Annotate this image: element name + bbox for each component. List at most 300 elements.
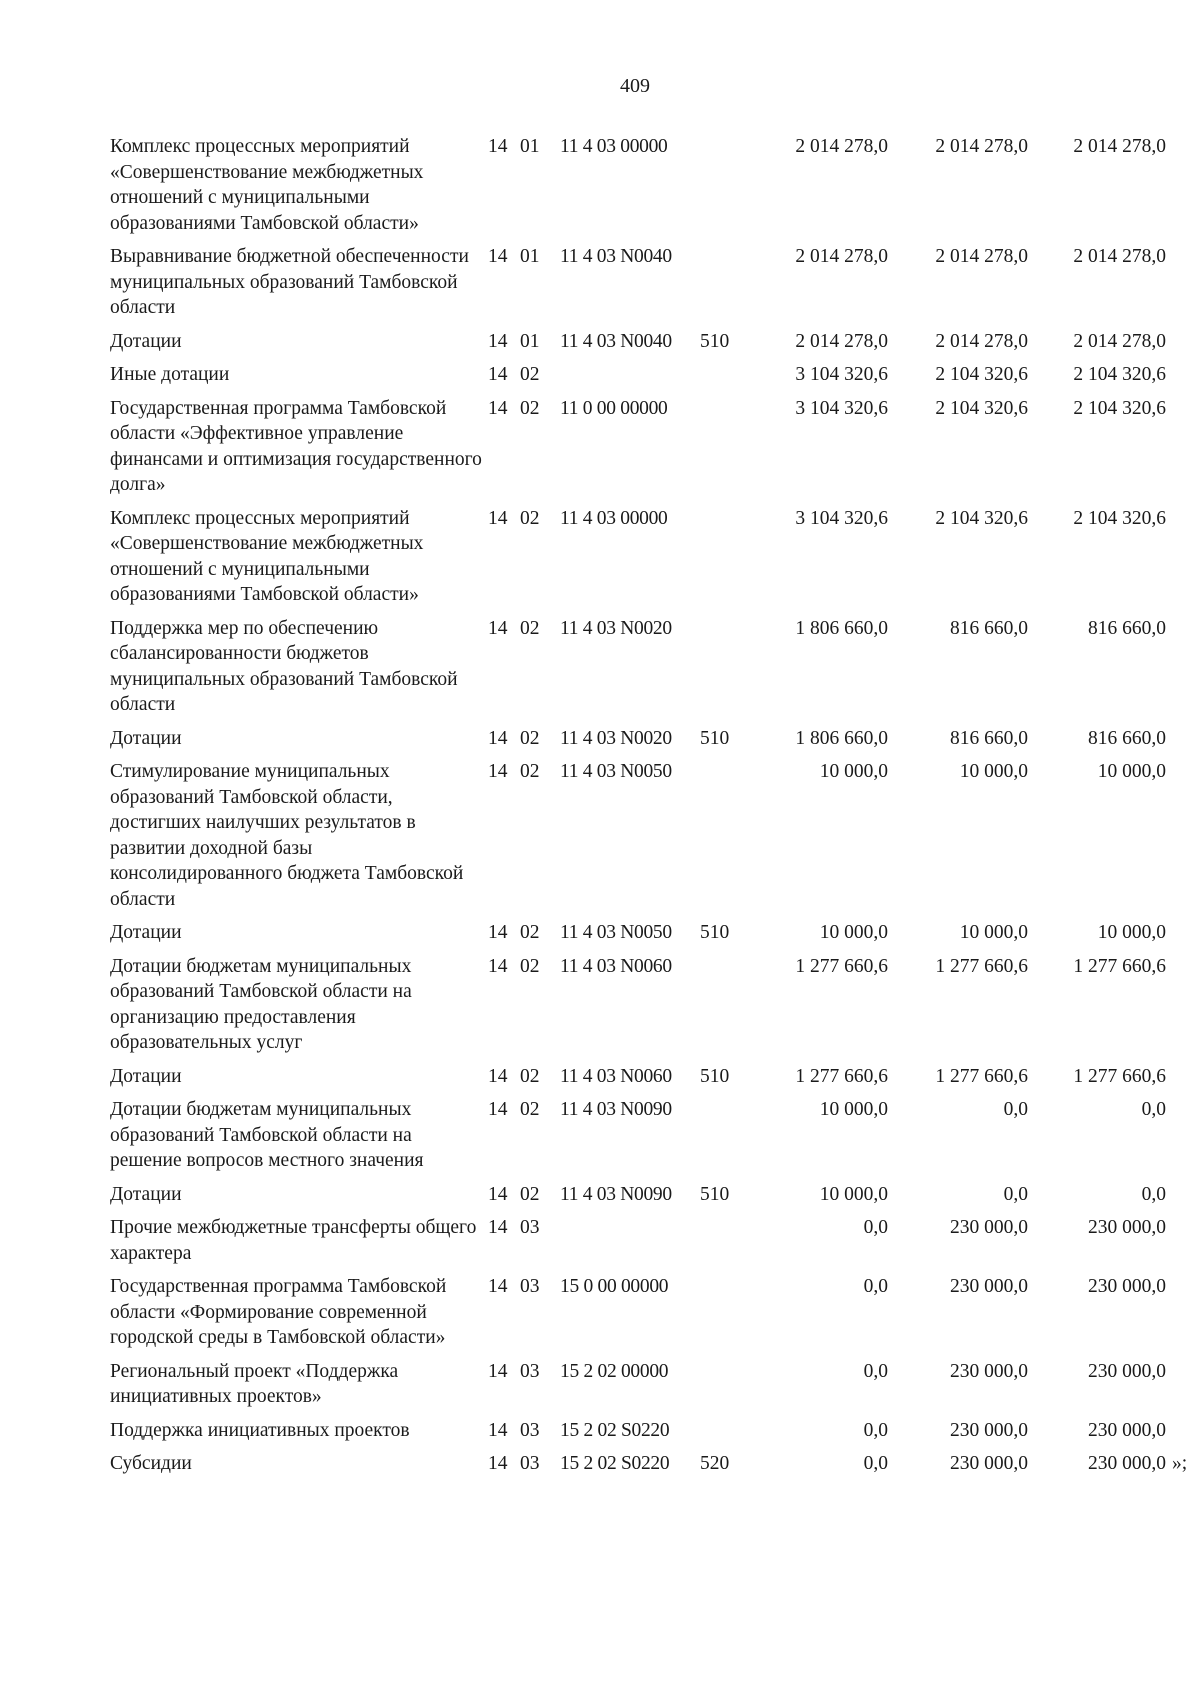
row-name: [110, 396, 488, 506]
section-code-text: 14: [488, 1276, 508, 1297]
amount-year-1: [750, 506, 888, 616]
target-article-code-text: 15 0 00 00000: [560, 1276, 669, 1297]
subsection-code-text: 01: [520, 330, 540, 352]
row-name: [110, 329, 488, 363]
section-code-text: 14: [488, 246, 508, 267]
table-row: [110, 1215, 1166, 1274]
target-article-code: [560, 726, 700, 760]
amount-year-3-text: 816 660,0: [1088, 727, 1166, 749]
table-row: [110, 1064, 1166, 1098]
row-name: [110, 920, 488, 954]
expense-type-code: [700, 920, 750, 954]
table-row: [110, 616, 1166, 726]
expense-type-code: [700, 362, 750, 396]
section-code: [488, 759, 520, 920]
section-code: [488, 1274, 520, 1359]
amount-year-2: [888, 1182, 1028, 1216]
amount-year-2-text: 2 104 320,6: [935, 364, 1028, 385]
row-name-text: Иные дотации: [110, 364, 230, 385]
row-name-text: Субсидии: [110, 1453, 192, 1474]
amount-year-1-text: 3 104 320,6: [795, 364, 888, 385]
row-name: [110, 134, 488, 244]
table-row: [110, 134, 1166, 244]
amount-year-1-text: 10 000,0: [819, 922, 888, 943]
row-name: [110, 1215, 488, 1274]
budget-table-body: [110, 134, 1188, 1485]
amount-year-3-text: 2 014 278,0: [1073, 136, 1166, 157]
subsection-code-text: 02: [520, 955, 540, 977]
row-name: [110, 759, 488, 920]
amount-year-1-text: 2 014 278,0: [795, 136, 888, 157]
section-code-text: 14: [488, 1065, 508, 1087]
amount-year-2: [888, 1064, 1028, 1098]
target-article-code-text: 11 0 00 00000: [560, 397, 668, 419]
section-code: [488, 1418, 520, 1452]
subsection-code-text: 03: [520, 1276, 540, 1297]
amount-year-1: [750, 134, 888, 244]
amount-year-1: [750, 244, 888, 329]
amount-year-2: [888, 244, 1028, 329]
row-name-text: Поддержка мер по обеспечению сбалансированности бюджетов муниципальных образований Тамбовской области: [110, 617, 458, 715]
target-article-code: [560, 616, 700, 726]
expense-type-code: [700, 1359, 750, 1418]
section-code-text: 14: [488, 136, 508, 157]
amount-year-3: [1028, 396, 1166, 506]
table-row: [110, 1182, 1166, 1216]
row-name: [110, 362, 488, 396]
amount-year-3: [1028, 1359, 1166, 1418]
amount-year-2: [888, 954, 1028, 1064]
row-name-text: Дотации: [110, 330, 182, 352]
amount-year-2-text: 2 014 278,0: [935, 330, 1028, 352]
subsection-code: [520, 954, 560, 1064]
amount-year-3: [1028, 134, 1166, 244]
row-name-text: Выравнивание бюджетной обеспеченности муниципальных образований Тамбовской области: [110, 246, 469, 318]
target-article-code-text: 11 4 03 N0020: [560, 617, 672, 639]
subsection-code-text: 02: [520, 1183, 540, 1205]
amount-year-1: [750, 1064, 888, 1098]
amount-year-3: [1028, 329, 1166, 363]
expense-type-code: [700, 759, 750, 920]
table-row: [110, 920, 1166, 954]
section-code-text: 14: [488, 761, 508, 782]
subsection-code: [520, 134, 560, 244]
subsection-code: [520, 1451, 560, 1485]
subsection-code: [520, 1097, 560, 1182]
amount-year-1-text: 10 000,0: [819, 1099, 888, 1120]
target-article-code: [560, 1215, 700, 1274]
target-article-code-text: 15 2 02 S0220: [560, 1419, 670, 1441]
amount-year-1-text: 1 806 660,0: [795, 727, 888, 749]
expense-type-code: [700, 726, 750, 760]
section-code: [488, 244, 520, 329]
target-article-code: [560, 1182, 700, 1216]
amount-year-1: [750, 759, 888, 920]
amount-year-3: [1028, 954, 1166, 1064]
section-code: [488, 616, 520, 726]
budget-table: [110, 134, 1188, 1485]
subsection-code-text: 02: [520, 397, 540, 419]
page-number: 409: [620, 75, 650, 97]
row-name: [110, 244, 488, 329]
section-code-text: 14: [488, 617, 508, 639]
target-article-code: [560, 396, 700, 506]
amount-year-2-text: 0,0: [1003, 1099, 1028, 1120]
amount-year-3-text: 230 000,0: [1088, 1419, 1166, 1441]
section-code: [488, 920, 520, 954]
amount-year-2-text: 10 000,0: [959, 761, 1028, 782]
section-code-text: 14: [488, 1183, 508, 1205]
row-name-text: Дотации бюджетам муниципальных образований Тамбовской области на решение вопросов местного значения: [110, 1099, 424, 1171]
table-row: [110, 1418, 1166, 1452]
target-article-code: [560, 1418, 700, 1452]
amount-year-2-text: 230 000,0: [950, 1419, 1028, 1441]
amount-year-2-text: 1 277 660,6: [935, 1065, 1028, 1087]
subsection-code: [520, 244, 560, 329]
expense-type-code: [700, 1215, 750, 1274]
amount-year-3: [1028, 616, 1166, 726]
section-code-text: 14: [488, 397, 508, 419]
amount-year-3-text: 2 014 278,0: [1073, 246, 1166, 267]
amount-year-1-text: 3 104 320,6: [795, 507, 888, 529]
section-code: [488, 1451, 520, 1485]
section-code: [488, 1359, 520, 1418]
amount-year-1-text: 2 014 278,0: [795, 330, 888, 352]
subsection-code-text: 02: [520, 507, 540, 529]
expense-type-code: [700, 1418, 750, 1452]
target-article-code: [560, 1451, 700, 1485]
subsection-code-text: 02: [520, 727, 540, 749]
amount-year-1-text: 1 277 660,6: [795, 955, 888, 977]
amount-year-1: [750, 1418, 888, 1452]
expense-type-code-text: 510: [700, 1065, 730, 1087]
subsection-code: [520, 1274, 560, 1359]
expense-type-code: [700, 329, 750, 363]
amount-year-2: [888, 920, 1028, 954]
table-row: [110, 1359, 1166, 1418]
amount-year-3: [1028, 506, 1166, 616]
expense-type-code: [700, 1451, 750, 1485]
amount-year-2: [888, 759, 1028, 920]
expense-type-code: [700, 1182, 750, 1216]
amount-year-3-text: 1 277 660,6: [1073, 955, 1166, 977]
target-article-code-text: 15 2 02 S0220: [560, 1453, 670, 1474]
amount-year-2: [888, 362, 1028, 396]
table-row: [110, 1451, 1166, 1485]
expense-type-code: [700, 506, 750, 616]
row-name: [110, 506, 488, 616]
subsection-code: [520, 920, 560, 954]
target-article-code-text: 11 4 03 N0050: [560, 922, 672, 943]
amount-year-3-text: 2 104 320,6: [1073, 364, 1166, 385]
amount-year-3-text: 2 014 278,0: [1073, 330, 1166, 352]
target-article-code-text: 11 4 03 N0040: [560, 330, 672, 352]
subsection-code-text: 02: [520, 761, 540, 782]
amount-year-3: [1028, 1451, 1188, 1485]
amount-year-1: [750, 1451, 888, 1485]
expense-type-code: [700, 1274, 750, 1359]
amount-year-1-text: 0,0: [863, 1360, 888, 1382]
section-code-text: 14: [488, 507, 508, 529]
amount-year-2-text: 1 277 660,6: [935, 955, 1028, 977]
row-name-text: Стимулирование муниципальных образований Тамбовской области, достигших наилучших результатов в развитии доходной базы консолидированного бюджета Тамбовской области: [110, 761, 464, 910]
section-code: [488, 506, 520, 616]
amount-year-3: [1028, 759, 1166, 920]
target-article-code: [560, 244, 700, 329]
closing-quote-mark: »;: [1172, 1453, 1188, 1474]
table-row: [110, 506, 1166, 616]
row-name-text: Дотации бюджетам муниципальных образований Тамбовской области на организацию предоставления образовательных услуг: [110, 955, 412, 1053]
target-article-code-text: 11 4 03 N0060: [560, 955, 672, 977]
row-name-text: Дотации: [110, 727, 182, 749]
row-name-text: Государственная программа Тамбовской области «Формирование современной городской среды в Тамбовской области»: [110, 1276, 447, 1348]
subsection-code-text: 02: [520, 1065, 540, 1087]
amount-year-3: [1028, 1215, 1166, 1274]
target-article-code: [560, 329, 700, 363]
section-code-text: 14: [488, 364, 508, 385]
row-name-text: Комплекс процессных мероприятий «Совершенствование межбюджетных отношений с муниципальными образованиями Тамбовской области»: [110, 136, 424, 234]
amount-year-1: [750, 329, 888, 363]
subsection-code: [520, 329, 560, 363]
row-name: [110, 1097, 488, 1182]
subsection-code-text: 01: [520, 136, 540, 157]
amount-year-1: [750, 1182, 888, 1216]
amount-year-3-text: 2 104 320,6: [1073, 397, 1166, 419]
subsection-code-text: 02: [520, 922, 540, 943]
table-row: [110, 396, 1166, 506]
expense-type-code-text: 510: [700, 727, 730, 749]
row-name-text: Региональный проект «Поддержка инициативных проектов»: [110, 1360, 399, 1407]
amount-year-3: [1028, 362, 1166, 396]
subsection-code: [520, 506, 560, 616]
target-article-code-text: 11 4 03 00000: [560, 507, 668, 529]
amount-year-2-text: 10 000,0: [959, 922, 1028, 943]
table-row: [110, 362, 1166, 396]
subsection-code: [520, 396, 560, 506]
amount-year-2: [888, 1215, 1028, 1274]
amount-year-3-text: 230 000,0: [1088, 1276, 1166, 1297]
amount-year-2-text: 230 000,0: [950, 1453, 1028, 1474]
amount-year-2-text: 2 014 278,0: [935, 136, 1028, 157]
target-article-code: [560, 954, 700, 1064]
target-article-code: [560, 1274, 700, 1359]
amount-year-2-text: 0,0: [1003, 1183, 1028, 1205]
expense-type-code-text: 520: [700, 1453, 730, 1474]
table-row: [110, 759, 1166, 920]
row-name-text: Прочие межбюджетные трансферты общего характера: [110, 1217, 477, 1264]
amount-year-3: [1028, 1064, 1166, 1098]
amount-year-2: [888, 616, 1028, 726]
amount-year-2-text: 230 000,0: [950, 1360, 1028, 1382]
section-code-text: 14: [488, 1217, 508, 1238]
section-code-text: 14: [488, 1419, 508, 1441]
amount-year-1-text: 3 104 320,6: [795, 397, 888, 419]
subsection-code: [520, 616, 560, 726]
amount-year-1-text: 10 000,0: [819, 761, 888, 782]
amount-year-3-text: 230 000,0: [1088, 1217, 1166, 1238]
amount-year-1: [750, 362, 888, 396]
expense-type-code: [700, 396, 750, 506]
amount-year-1-text: 1 806 660,0: [795, 617, 888, 639]
expense-type-code: [700, 954, 750, 1064]
amount-year-1-text: 0,0: [863, 1217, 888, 1238]
amount-year-1: [750, 1274, 888, 1359]
amount-year-1-text: 0,0: [863, 1419, 888, 1441]
target-article-code-text: 11 4 03 N0090: [560, 1099, 672, 1120]
target-article-code: [560, 759, 700, 920]
amount-year-2: [888, 396, 1028, 506]
amount-year-2: [888, 1274, 1028, 1359]
amount-year-3: [1028, 1097, 1166, 1182]
row-name-text: Дотации: [110, 1065, 182, 1087]
amount-year-3-text: 10 000,0: [1097, 922, 1166, 943]
amount-year-3: [1028, 1274, 1166, 1359]
section-code: [488, 329, 520, 363]
subsection-code-text: 02: [520, 1099, 540, 1120]
target-article-code-text: 11 4 03 N0020: [560, 727, 672, 749]
subsection-code: [520, 1215, 560, 1274]
section-code-text: 14: [488, 330, 508, 352]
amount-year-3: [1028, 920, 1166, 954]
section-code: [488, 1097, 520, 1182]
subsection-code-text: 02: [520, 364, 540, 385]
subsection-code-text: 03: [520, 1419, 540, 1441]
amount-year-3-text: 1 277 660,6: [1073, 1065, 1166, 1087]
row-name: [110, 1064, 488, 1098]
amount-year-2: [888, 134, 1028, 244]
amount-year-1-text: 10 000,0: [819, 1183, 888, 1205]
target-article-code-text: 11 4 03 N0060: [560, 1065, 672, 1087]
amount-year-1-text: 2 014 278,0: [795, 246, 888, 267]
amount-year-1: [750, 1215, 888, 1274]
expense-type-code: [700, 1097, 750, 1182]
subsection-code: [520, 362, 560, 396]
expense-type-code: [700, 244, 750, 329]
amount-year-3: [1028, 244, 1166, 329]
row-name: [110, 1182, 488, 1216]
expense-type-code: [700, 616, 750, 726]
amount-year-3-text: 816 660,0: [1088, 617, 1166, 639]
amount-year-2: [888, 1097, 1028, 1182]
subsection-code: [520, 1418, 560, 1452]
target-article-code-text: 11 4 03 N0090: [560, 1183, 672, 1205]
subsection-code-text: 01: [520, 246, 540, 267]
target-article-code: [560, 920, 700, 954]
amount-year-2-text: 230 000,0: [950, 1276, 1028, 1297]
expense-type-code-text: 510: [700, 1183, 730, 1205]
section-code: [488, 362, 520, 396]
target-article-code-text: 11 4 03 N0050: [560, 761, 672, 782]
amount-year-1-text: 0,0: [863, 1276, 888, 1297]
expense-type-code-text: 510: [700, 922, 730, 943]
row-name: [110, 726, 488, 760]
target-article-code-text: 15 2 02 00000: [560, 1360, 669, 1382]
section-code-text: 14: [488, 1360, 508, 1382]
expense-type-code-text: 510: [700, 330, 730, 352]
amount-year-3-text: 10 000,0: [1097, 761, 1166, 782]
amount-year-2: [888, 506, 1028, 616]
amount-year-1: [750, 396, 888, 506]
row-name: [110, 1359, 488, 1418]
section-code: [488, 396, 520, 506]
section-code: [488, 1064, 520, 1098]
expense-type-code: [700, 134, 750, 244]
section-code: [488, 954, 520, 1064]
target-article-code: [560, 1359, 700, 1418]
row-name: [110, 1418, 488, 1452]
target-article-code: [560, 134, 700, 244]
table-row: [110, 329, 1166, 363]
section-code-text: 14: [488, 727, 508, 749]
target-article-code: [560, 506, 700, 616]
table-row: [110, 726, 1166, 760]
amount-year-2-text: 2 104 320,6: [935, 397, 1028, 419]
table-row: [110, 954, 1166, 1064]
amount-year-2: [888, 1451, 1028, 1485]
row-name-text: Государственная программа Тамбовской области «Эффективное управление финансами и оптимизация государственного долга»: [110, 397, 482, 495]
row-name-text: Дотации: [110, 922, 182, 943]
amount-year-1: [750, 920, 888, 954]
amount-year-1: [750, 726, 888, 760]
table-row: [110, 1097, 1166, 1182]
amount-year-2: [888, 1359, 1028, 1418]
row-name-text: Дотации: [110, 1183, 182, 1205]
subsection-code: [520, 1182, 560, 1216]
amount-year-1: [750, 954, 888, 1064]
amount-year-2-text: 816 660,0: [950, 727, 1028, 749]
amount-year-3-text: 230 000,0: [1088, 1360, 1166, 1382]
amount-year-1: [750, 1097, 888, 1182]
target-article-code: [560, 1064, 700, 1098]
section-code: [488, 1182, 520, 1216]
target-article-code: [560, 1097, 700, 1182]
section-code-text: 14: [488, 922, 508, 943]
target-article-code: [560, 362, 700, 396]
subsection-code: [520, 1064, 560, 1098]
row-name: [110, 954, 488, 1064]
amount-year-1-text: 0,0: [863, 1453, 888, 1474]
amount-year-2-text: 2 104 320,6: [935, 507, 1028, 529]
amount-year-2: [888, 726, 1028, 760]
row-name-text: Комплекс процессных мероприятий «Совершенствование межбюджетных отношений с муниципальными образованиями Тамбовской области»: [110, 507, 424, 605]
subsection-code-text: 03: [520, 1217, 540, 1238]
amount-year-2: [888, 1418, 1028, 1452]
section-code-text: 14: [488, 955, 508, 977]
amount-year-3: [1028, 1182, 1166, 1216]
amount-year-2-text: 816 660,0: [950, 617, 1028, 639]
amount-year-3-text: 2 104 320,6: [1073, 507, 1166, 529]
section-code: [488, 1215, 520, 1274]
amount-year-3-text: 0,0: [1141, 1099, 1166, 1120]
subsection-code-text: 03: [520, 1453, 540, 1474]
amount-year-3-text: 0,0: [1141, 1183, 1166, 1205]
row-name: [110, 1274, 488, 1359]
amount-year-2-text: 230 000,0: [950, 1217, 1028, 1238]
table-row: [110, 1274, 1166, 1359]
section-code: [488, 134, 520, 244]
subsection-code: [520, 726, 560, 760]
row-name-text: Поддержка инициативных проектов: [110, 1419, 410, 1441]
amount-year-3: [1028, 726, 1166, 760]
section-code-text: 14: [488, 1099, 508, 1120]
row-name: [110, 616, 488, 726]
amount-year-3: [1028, 1418, 1166, 1452]
subsection-code-text: 03: [520, 1360, 540, 1382]
subsection-code-text: 02: [520, 617, 540, 639]
amount-year-2: [888, 329, 1028, 363]
expense-type-code: [700, 1064, 750, 1098]
amount-year-1: [750, 1359, 888, 1418]
